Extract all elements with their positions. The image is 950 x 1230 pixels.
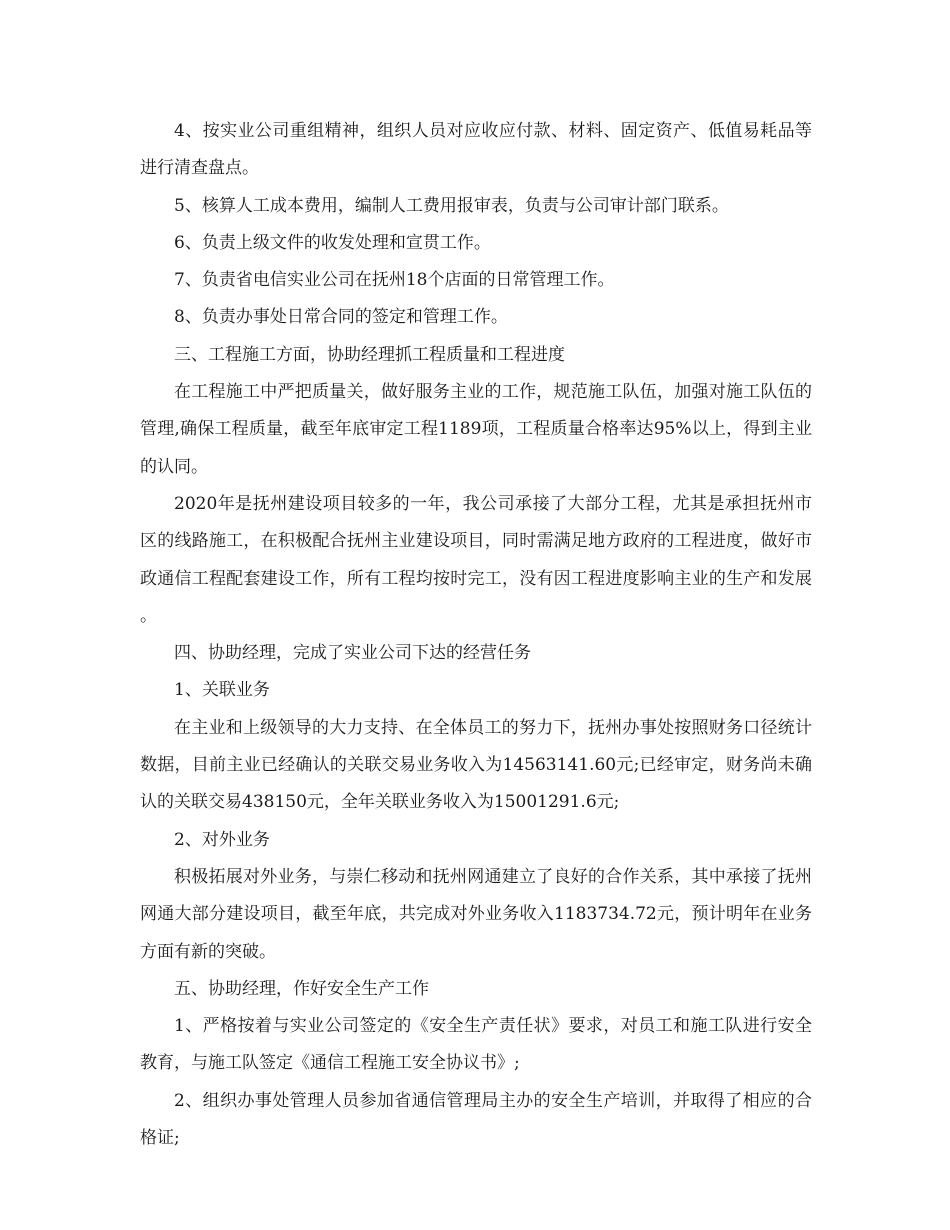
paragraph-external-business: 积极拓展对外业务，与崇仁移动和抚州网通建立了良好的合作关系，其中承接了抚州网通大部分建设项目，截至年底，共完成对外业务收入1183734.72元，预计明年在业务方面有新的突破。 — [140, 866, 812, 962]
paragraph-item-6: 6、负责上级文件的收发处理和宣贯工作。 — [174, 232, 491, 253]
paragraph-item-8: 8、负责办事处日常合同的签定和管理工作。 — [174, 307, 508, 328]
subheading-external-business: 2、对外业务 — [174, 829, 270, 850]
paragraph-safety-2: 2、组织办事处管理人员参加省通信管理局主办的安全生产培训，并取得了相应的合格证; — [140, 1090, 812, 1149]
section-heading-3: 三、工程施工方面，协助经理抓工程质量和工程进度 — [174, 344, 565, 365]
paragraph-item-7: 7、负责省电信实业公司在抚州18个店面的日常管理工作。 — [174, 270, 615, 291]
paragraph-item-4: 4、按实业公司重组精神，组织人员对应收应付款、材料、固定资产、低值易耗品等进行清查盘点。 — [140, 121, 812, 179]
paragraph-quality-control: 在工程施工中严把质量关，做好服务主业的工作，规范施工队伍，加强对施工队伍的管理,确保工程质量，截至年底审定工程1189项，工程质量合格率达95%以上，得到主业的认同。 — [140, 382, 812, 477]
section-heading-5: 五、协助经理，作好安全生产工作 — [174, 978, 429, 999]
subheading-related-business: 1、关联业务 — [174, 680, 270, 701]
paragraph-safety-1: 1、严格按着与实业公司签定的《安全生产责任状》要求，对员工和施工队进行安全教育，与施工队签定《通信工程施工安全协议书》; — [140, 1016, 812, 1074]
section-heading-4: 四、协助经理，完成了实业公司下达的经营任务 — [174, 643, 531, 664]
paragraph-item-5: 5、核算人工成本费用，编制人工费用报审表，负责与公司审计部门联系。 — [174, 195, 729, 216]
document-body — [140, 113, 812, 1157]
paragraph-related-business: 在主业和上级领导的大力支持、在全体员工的努力下，抚州办事处按照财务口径统计数据，目前主业已经确认的关联交易业务收入为14563141.60元;已经审定，财务尚未确认的关联交易438150元，全年关联业务收入为15001291.6元; — [140, 717, 812, 813]
paragraph-2020-projects: 2020年是抚州建设项目较多的一年，我公司承接了大部分工程，尤其是承担抚州市区的线路施工，在积极配合抚州主业建设项目，同时需满足地方政府的工程进度，做好市政通信工程配套建设工作，所有工程均按时完工，没有因工程进度影响主业的生产和发展。 — [140, 493, 812, 626]
